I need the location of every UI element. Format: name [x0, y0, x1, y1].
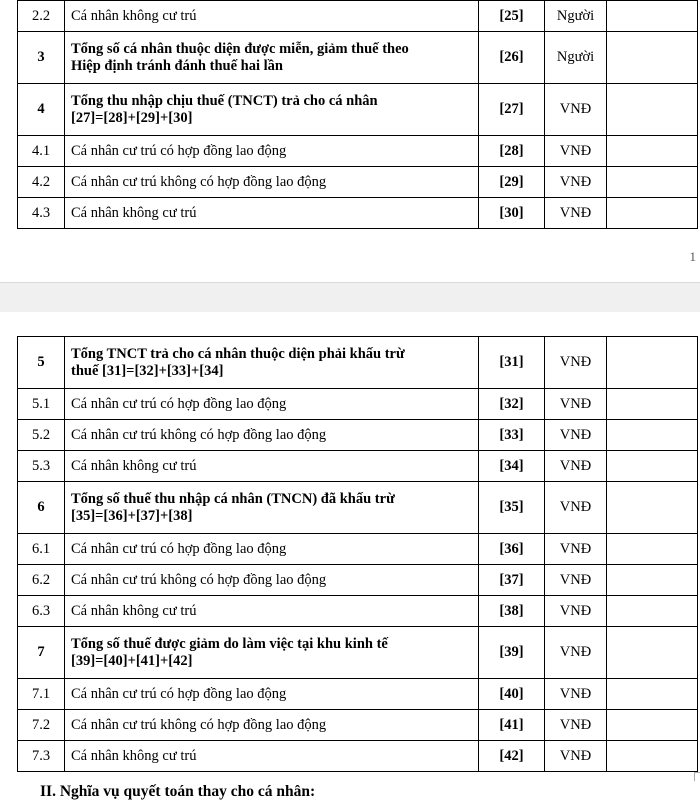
table-row	[18, 596, 698, 627]
row-unit: VNĐ	[545, 198, 607, 229]
row-number: 7.1	[18, 679, 65, 710]
table-row	[18, 84, 698, 136]
row-unit: VNĐ	[545, 710, 607, 741]
row-number: 4.3	[18, 198, 65, 229]
row-code: [33]	[479, 420, 545, 451]
row-description	[65, 565, 479, 596]
description-line: Cá nhân cư trú không có hợp đồng lao động	[71, 716, 327, 733]
row-number: 5.1	[18, 389, 65, 420]
row-code: [40]	[479, 679, 545, 710]
page-top	[0, 0, 700, 282]
row-number: 5	[18, 337, 65, 389]
row-unit: Người	[545, 32, 607, 84]
row-description	[65, 84, 479, 136]
description-line: Cá nhân không cư trú	[71, 7, 197, 24]
table-row	[18, 389, 698, 420]
table-row	[18, 198, 698, 229]
description-line: Tổng số thuế được giảm do làm việc tại khu kinh tế	[71, 635, 388, 652]
row-description	[65, 167, 479, 198]
table-row	[18, 167, 698, 198]
table-row	[18, 482, 698, 534]
tax-table-top	[17, 0, 698, 229]
row-number: 6.3	[18, 596, 65, 627]
description-line: Cá nhân cư trú có hợp đồng lao động	[71, 540, 287, 557]
row-unit: VNĐ	[545, 534, 607, 565]
row-number: 7.3	[18, 741, 65, 772]
row-code: [35]	[479, 482, 545, 534]
row-value-cell[interactable]	[607, 198, 698, 229]
description-line: Hiệp định tránh đánh thuế hai lần	[71, 57, 283, 74]
row-description	[65, 32, 479, 84]
description-line: Cá nhân không cư trú	[71, 457, 197, 474]
row-description	[65, 1, 479, 32]
row-number: 6.2	[18, 565, 65, 596]
row-value-cell[interactable]	[607, 32, 698, 84]
description-line: Tổng số thuế thu nhập cá nhân (TNCN) đã khấu trừ	[71, 490, 395, 507]
table-row	[18, 627, 698, 679]
row-number: 6.1	[18, 534, 65, 565]
row-code: [41]	[479, 710, 545, 741]
description-line: [39]=[40]+[41]+[42]	[71, 652, 193, 669]
row-number: 5.2	[18, 420, 65, 451]
row-description	[65, 627, 479, 679]
table-row	[18, 534, 698, 565]
row-unit: VNĐ	[545, 420, 607, 451]
table-row	[18, 451, 698, 482]
row-code: [28]	[479, 136, 545, 167]
page-corner-mark	[694, 772, 700, 781]
row-description	[65, 596, 479, 627]
row-value-cell[interactable]	[607, 565, 698, 596]
row-unit: VNĐ	[545, 84, 607, 136]
description-line: Cá nhân cư trú có hợp đồng lao động	[71, 395, 287, 412]
row-number: 4	[18, 84, 65, 136]
description-line: Cá nhân không cư trú	[71, 747, 197, 764]
table-row	[18, 710, 698, 741]
row-value-cell[interactable]	[607, 420, 698, 451]
description-line: Cá nhân cư trú không có hợp đồng lao động	[71, 571, 327, 588]
page-gap	[0, 282, 700, 314]
row-description	[65, 136, 479, 167]
table-row	[18, 679, 698, 710]
row-description	[65, 534, 479, 565]
row-code: [42]	[479, 741, 545, 772]
row-description	[65, 710, 479, 741]
table-row	[18, 32, 698, 84]
row-unit: VNĐ	[545, 389, 607, 420]
row-number: 4.2	[18, 167, 65, 198]
row-code: [30]	[479, 198, 545, 229]
description-line: Cá nhân cư trú có hợp đồng lao động	[71, 685, 287, 702]
row-description	[65, 337, 479, 389]
row-unit: VNĐ	[545, 741, 607, 772]
description-line: [27]=[28]+[29]+[30]	[71, 109, 193, 126]
description-line: Tổng TNCT trả cho cá nhân thuộc diện phải khấu trừ	[71, 345, 405, 362]
row-unit: Người	[545, 1, 607, 32]
row-number: 4.1	[18, 136, 65, 167]
row-value-cell[interactable]	[607, 84, 698, 136]
description-line: thuế [31]=[32]+[33]+[34]	[71, 362, 224, 379]
row-description	[65, 482, 479, 534]
row-code: [29]	[479, 167, 545, 198]
table-row	[18, 565, 698, 596]
row-value-cell[interactable]	[607, 482, 698, 534]
row-number: 7.2	[18, 710, 65, 741]
row-unit: VNĐ	[545, 627, 607, 679]
row-value-cell[interactable]	[607, 679, 698, 710]
table-row	[18, 1, 698, 32]
row-value-cell[interactable]	[607, 1, 698, 32]
table-row	[18, 741, 698, 772]
row-number: 5.3	[18, 451, 65, 482]
table-row	[18, 136, 698, 167]
row-value-cell[interactable]	[607, 710, 698, 741]
row-value-cell[interactable]	[607, 389, 698, 420]
row-code: [32]	[479, 389, 545, 420]
row-value-cell[interactable]	[607, 337, 698, 389]
page-number: 1	[689, 249, 696, 264]
row-description	[65, 451, 479, 482]
table-row	[18, 420, 698, 451]
row-code: [26]	[479, 32, 545, 84]
row-number: 6	[18, 482, 65, 534]
table-row	[18, 337, 698, 389]
row-code: [25]	[479, 1, 545, 32]
row-number: 7	[18, 627, 65, 679]
row-value-cell[interactable]	[607, 451, 698, 482]
row-value-cell[interactable]	[607, 627, 698, 679]
description-line: Cá nhân không cư trú	[71, 602, 197, 619]
row-description	[65, 198, 479, 229]
row-code: [37]	[479, 565, 545, 596]
row-number: 3	[18, 32, 65, 84]
row-code: [34]	[479, 451, 545, 482]
row-code: [31]	[479, 337, 545, 389]
row-unit: VNĐ	[545, 679, 607, 710]
row-description	[65, 679, 479, 710]
row-unit: VNĐ	[545, 565, 607, 596]
description-line: Cá nhân cư trú không có hợp đồng lao động	[71, 426, 327, 443]
row-description	[65, 741, 479, 772]
section-heading: II. Nghĩa vụ quyết toán thay cho cá nhân:	[40, 783, 316, 800]
row-unit: VNĐ	[545, 167, 607, 198]
row-value-cell[interactable]	[607, 596, 698, 627]
description-line: Tổng thu nhập chịu thuế (TNCT) trả cho cá nhân	[71, 92, 378, 109]
row-unit: VNĐ	[545, 136, 607, 167]
row-value-cell[interactable]	[607, 136, 698, 167]
row-unit: VNĐ	[545, 451, 607, 482]
row-value-cell[interactable]	[607, 167, 698, 198]
description-line: Tổng số cá nhân thuộc diện được miễn, giảm thuế theo	[71, 40, 409, 57]
description-line: [35]=[36]+[37]+[38]	[71, 507, 193, 524]
row-code: [38]	[479, 596, 545, 627]
row-unit: VNĐ	[545, 596, 607, 627]
description-line: Cá nhân cư trú có hợp đồng lao động	[71, 142, 287, 159]
row-description	[65, 389, 479, 420]
tax-table-bottom	[17, 336, 698, 772]
row-value-cell[interactable]	[607, 534, 698, 565]
page-bottom	[0, 312, 700, 804]
row-code: [36]	[479, 534, 545, 565]
description-line: Cá nhân không cư trú	[71, 204, 197, 221]
description-line: Cá nhân cư trú không có hợp đồng lao động	[71, 173, 327, 190]
row-description	[65, 420, 479, 451]
row-number: 2.2	[18, 1, 65, 32]
row-unit: VNĐ	[545, 337, 607, 389]
row-code: [27]	[479, 84, 545, 136]
row-value-cell[interactable]	[607, 741, 698, 772]
row-code: [39]	[479, 627, 545, 679]
row-unit: VNĐ	[545, 482, 607, 534]
